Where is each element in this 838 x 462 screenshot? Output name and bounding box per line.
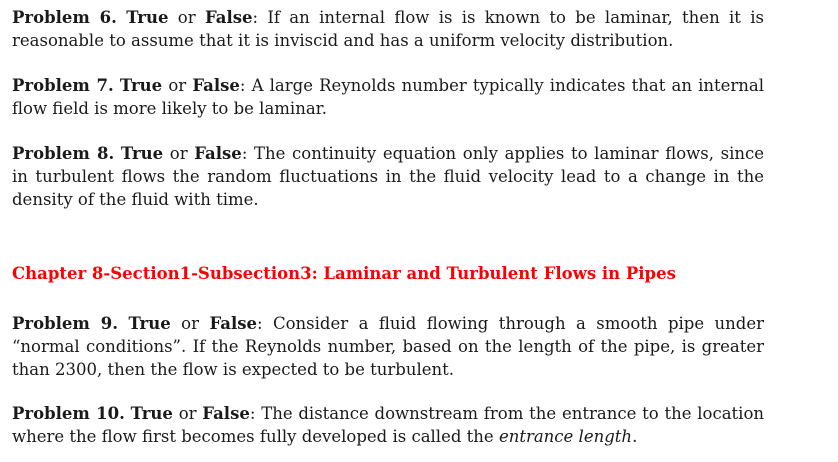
problem-label: Problem 9. (12, 314, 119, 333)
true-word: True (126, 8, 169, 27)
or-word: or (178, 404, 197, 423)
problem-text: A large Reynolds number typically indicates that an internal flow field is more likely to be laminar. (12, 76, 765, 118)
colon: : (249, 404, 256, 423)
problem-text: If an internal flow is is known to be laminar, then it is reasonable to assume that it is inviscid and has a uniform velocity distribution. (12, 8, 764, 50)
false-word: False (209, 314, 257, 333)
false-word: False (204, 8, 253, 27)
false-word: False (192, 76, 240, 95)
false-word: False (194, 144, 242, 163)
true-word: True (130, 404, 173, 423)
problem-10 (12, 402, 764, 448)
problem-8 (12, 142, 764, 211)
problem-label: Problem 6. (12, 8, 117, 27)
problem-text: The continuity equation only applies to laminar flows, since in turbulent flows the random fluctuations in the fluid velocity lead to a change in the density of the fluid with time. (12, 144, 764, 209)
colon: : (252, 8, 259, 27)
or-word: or (168, 76, 187, 95)
problem-label: Problem 8. (12, 144, 115, 163)
true-word: True (119, 76, 163, 95)
or-word: or (169, 144, 188, 163)
true-word: True (128, 314, 171, 333)
problem-text: The distance downstream from the entrance to the location where the flow first becomes fully developed is called the (12, 404, 765, 446)
colon: : (239, 76, 246, 95)
problem-9 (12, 312, 764, 381)
problem-label: Problem 7. (12, 76, 114, 95)
colon: : (241, 144, 248, 163)
problem-text: Consider a fluid flowing through a smooth pipe under “normal conditions”. If the Reynolds number, based on the length of the pipe, is greater than 2300, then the flow is expected to be turbulent. (12, 314, 765, 379)
false-word: False (202, 404, 250, 423)
emphasized-term: entrance length (498, 427, 633, 446)
section-heading-block (12, 262, 764, 285)
or-word: or (177, 8, 196, 27)
section-title: Chapter 8-Section1-Subsection3: Laminar and Turbulent Flows in Pipes (12, 264, 676, 283)
problem-7 (12, 74, 764, 120)
problem-6 (12, 6, 764, 52)
problem-label: Problem 10. (12, 404, 125, 423)
problem-text-end: . (632, 427, 638, 446)
colon: : (257, 314, 263, 333)
true-word: True (120, 144, 164, 163)
or-word: or (181, 314, 199, 333)
